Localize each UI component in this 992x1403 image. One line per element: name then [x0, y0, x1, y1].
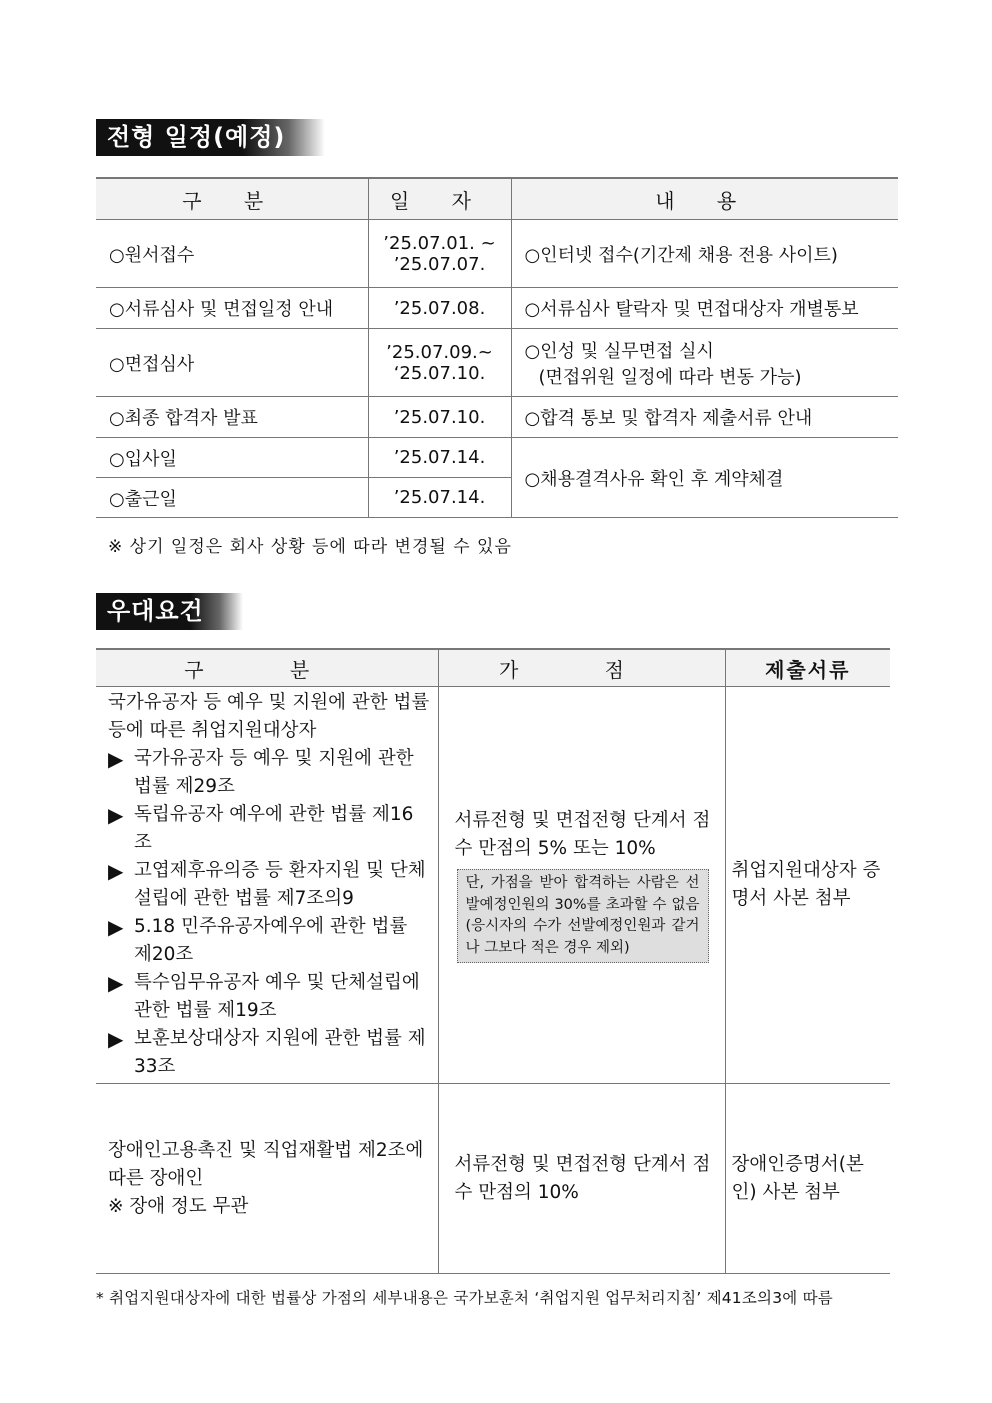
list-item — [108, 857, 430, 913]
schedule-date: ’25.07.14. — [368, 478, 511, 518]
schedule-date: ’25.07.10. — [368, 397, 511, 438]
triangle-bullet-icon: ▶ — [108, 859, 124, 883]
schedule-header-row — [96, 178, 898, 220]
preference-category-intro: 장애인고용촉진 및 직업재활법 제2조에 따른 장애인 — [108, 1139, 424, 1189]
preference-documents: 장애인증명서(본인) 사본 첨부 — [725, 1084, 890, 1274]
list-item — [108, 1025, 430, 1081]
preference-title: 우대요건 — [96, 593, 243, 630]
law-text: 5.18 민주유공자예우에 관한 법률 제20조 — [134, 916, 408, 965]
law-text: 보훈보상대상자 지원에 관한 법률 제33조 — [134, 1028, 426, 1077]
law-text: 국가유공자 등 예우 및 지원에 관한 법률 제29조 — [134, 748, 414, 797]
preference-bonus-note: 단, 가점을 받아 합격하는 사람은 선발예정인원의 30%를 초과할 수 없음(응시자의 수가 선발예정인원과 같거나 그보다 적은 경우 제외) — [457, 869, 709, 963]
preference-bonus — [438, 687, 725, 1084]
preference-header-bonus: 가 점 — [438, 649, 725, 687]
schedule-item: ○서류심사 및 면접일정 안내 — [96, 288, 368, 329]
law-text: 특수임무유공자 예우 및 단체설립에 관한 법률 제19조 — [134, 972, 420, 1021]
preference-table — [96, 648, 890, 1274]
schedule-content: ○서류심사 탈락자 및 면접대상자 개별통보 — [511, 288, 898, 329]
preference-header-category: 구 분 — [96, 649, 438, 687]
table-row — [96, 1084, 890, 1274]
schedule-content: ○합격 통보 및 합격자 제출서류 안내 — [511, 397, 898, 438]
list-item — [108, 745, 430, 801]
triangle-bullet-icon: ▶ — [108, 971, 124, 995]
table-row — [96, 687, 890, 1084]
preference-footnote: * 취업지원대상자에 대한 법률상 가점의 세부내용은 국가보훈처 ‘취업지원 업무처리지침’ 제41조의3에 따름 — [96, 1289, 833, 1307]
list-item — [108, 913, 430, 969]
schedule-item: ○출근일 — [96, 478, 368, 518]
table-row — [96, 438, 898, 478]
schedule-date-start: ’25.07.09.~ — [386, 341, 493, 363]
schedule-content — [511, 329, 898, 397]
schedule-date-end: ’25.07.07. — [393, 253, 486, 275]
triangle-bullet-icon: ▶ — [108, 1027, 124, 1051]
schedule-date-start: ’25.07.01. ~ — [383, 232, 496, 254]
triangle-bullet-icon: ▶ — [108, 915, 124, 939]
preference-category — [96, 1084, 438, 1274]
schedule-item: ○원서접수 — [96, 220, 368, 288]
schedule-date-end: ‘25.07.10. — [393, 362, 486, 384]
preference-category-intro: 국가유공자 등 예우 및 지원에 관한 법률 등에 따른 취업지원대상자 — [108, 692, 430, 741]
schedule-table — [96, 177, 898, 518]
preference-header-row — [96, 649, 890, 687]
preference-category — [96, 687, 438, 1084]
schedule-content-subline: (면접위원 일정에 따라 변동 가능) — [538, 366, 802, 388]
table-row — [96, 288, 898, 329]
triangle-bullet-icon: ▶ — [108, 803, 124, 827]
schedule-date: ’25.07.14. — [368, 438, 511, 478]
preference-bonus-text: 서류전형 및 면접전형 단계서 점수 만점의 5% 또는 10% — [454, 810, 711, 859]
schedule-date — [368, 220, 511, 288]
preference-documents: 취업지원대상자 증명서 사본 첨부 — [725, 687, 890, 1084]
schedule-date — [368, 329, 511, 397]
list-item — [108, 801, 430, 857]
table-row — [96, 220, 898, 288]
schedule-title: 전형 일정(예정) — [96, 119, 325, 156]
schedule-item: ○면접심사 — [96, 329, 368, 397]
schedule-header-date: 일 자 — [368, 178, 511, 220]
schedule-note: ※ 상기 일정은 회사 상황 등에 따라 변경될 수 있음 — [108, 537, 512, 557]
preference-bonus-text: 서류전형 및 면접전형 단계서 점수 만점의 10% — [454, 1153, 711, 1203]
table-row — [96, 329, 898, 397]
schedule-content: ○인터넷 접수(기간제 채용 전용 사이트) — [511, 220, 898, 288]
schedule-content: ○채용결격사유 확인 후 계약체결 — [511, 438, 898, 518]
table-row — [96, 397, 898, 438]
law-text: 고엽제후유의증 등 환자지원 및 단체설립에 관한 법률 제7조의9 — [134, 860, 426, 909]
preference-header-documents: 제출서류 — [725, 649, 890, 687]
preference-category-note: ※ 장애 정도 무관 — [108, 1195, 249, 1217]
schedule-header-category: 구 분 — [96, 178, 368, 220]
schedule-date: ’25.07.08. — [368, 288, 511, 329]
schedule-content-line: ○인성 및 실무면접 실시 — [524, 340, 714, 362]
schedule-item: ○최종 합격자 발표 — [96, 397, 368, 438]
triangle-bullet-icon: ▶ — [108, 747, 124, 771]
schedule-header-content: 내 용 — [511, 178, 898, 220]
law-text: 독립유공자 예우에 관한 법률 제16조 — [134, 804, 414, 853]
list-item — [108, 969, 430, 1025]
preference-bonus — [438, 1084, 725, 1274]
schedule-item: ○입사일 — [96, 438, 368, 478]
